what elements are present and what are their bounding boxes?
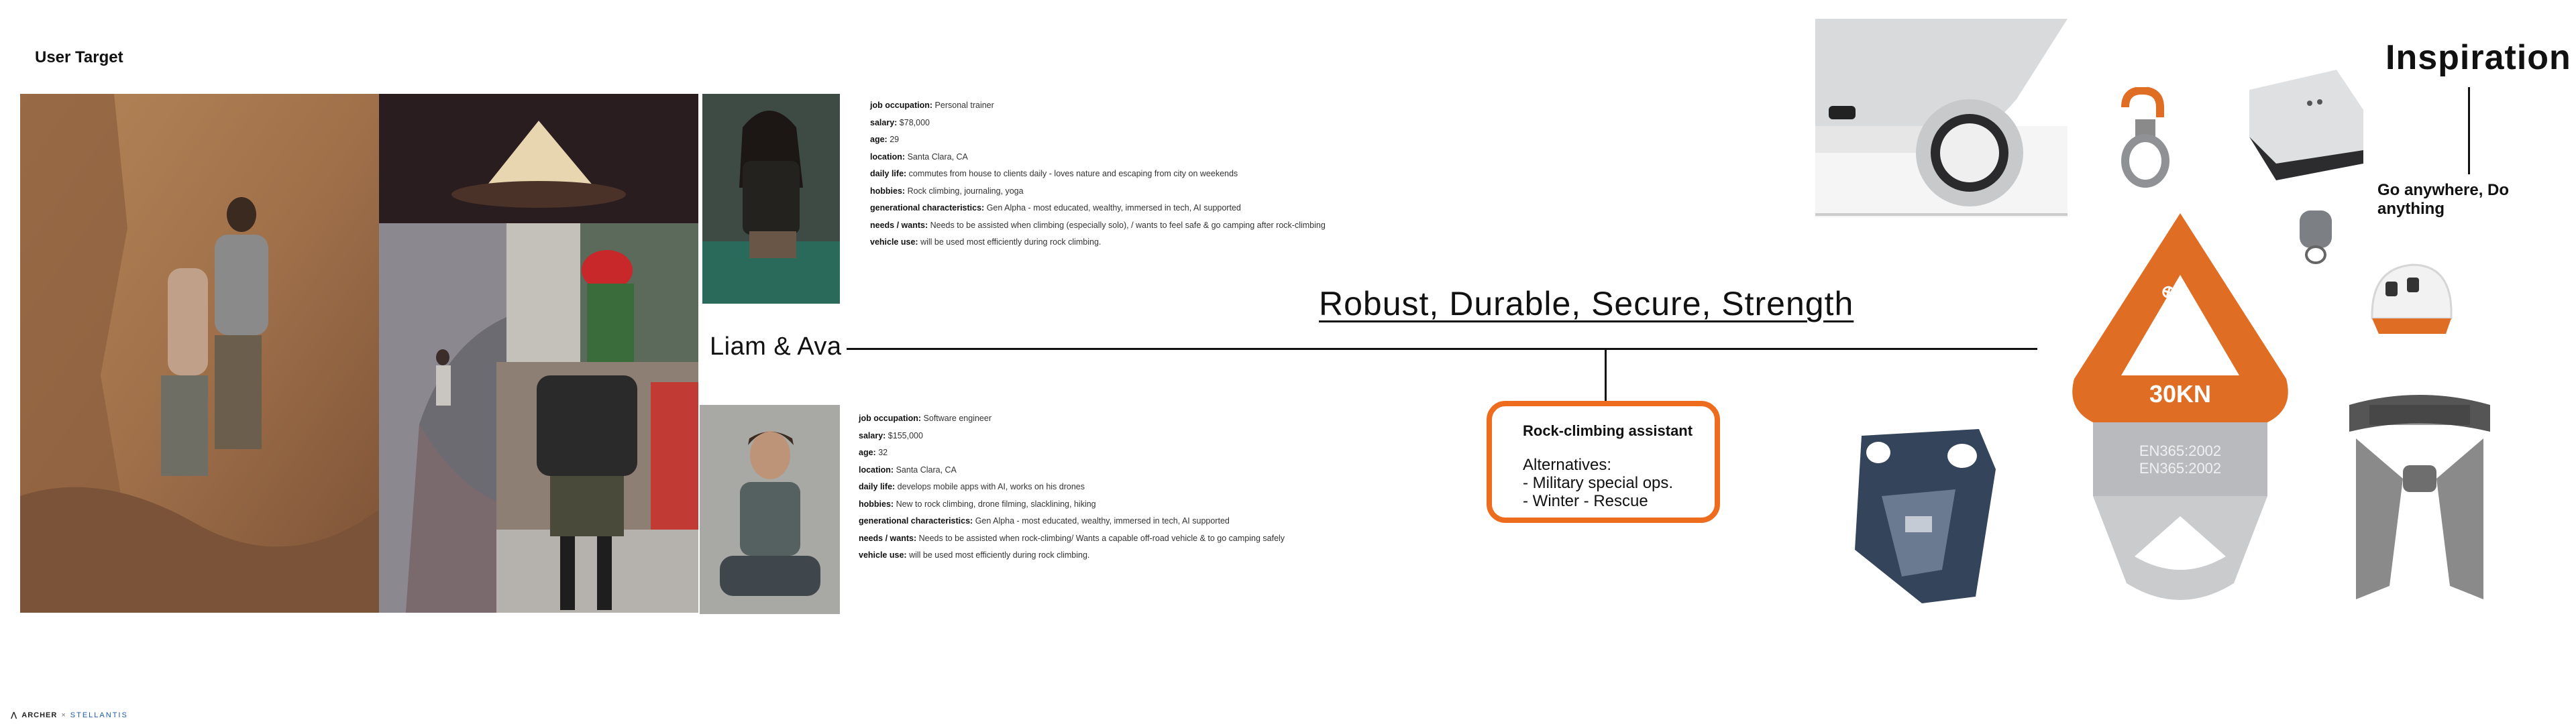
profile-row: hobbies: New to rock climbing, drone filming, slacklining, hiking: [859, 499, 1096, 509]
footer-logos: [11, 711, 128, 719]
stellantis-logo-text: STELLANTIS: [70, 711, 128, 719]
photo-portrait-liam: [700, 405, 840, 614]
swivel-rating-text: 30KN: [2149, 380, 2212, 408]
assistant-box-title: Rock-climbing assistant: [1523, 422, 1693, 439]
photo-cliff-climber: [379, 223, 506, 613]
swivel-carabiner-image: [2066, 208, 2294, 615]
swivel-hook-icon: [2098, 87, 2186, 188]
photo-rock-climbers: [20, 94, 379, 613]
section-title: User Target: [35, 48, 123, 66]
inspiration-title: Inspiration: [2385, 38, 2571, 77]
keywords-heading: Robust, Durable, Secure, Strength: [1319, 285, 1854, 322]
assistant-box: [1487, 401, 1720, 523]
profile-row: location: Santa Clara, CA: [870, 152, 968, 162]
profile-row: generational characteristics: Gen Alpha - most educated, wealthy, immersed in tech, AI supported: [859, 516, 1230, 526]
product-device-image: [1815, 19, 2068, 217]
persona-profile-liam: [859, 410, 1285, 564]
inspiration-line: [2468, 87, 2470, 174]
profile-row: age: 32: [859, 448, 888, 457]
swivel-brand-text: ⊗XINDA: [2156, 280, 2207, 351]
small-belay-device-icon: [2294, 205, 2337, 265]
connector-vertical: [1605, 349, 1607, 402]
profile-row: vehicle use: will be used most efficiently during rock climbing.: [870, 237, 1102, 247]
photo-portrait-ava: [702, 94, 840, 304]
profile-row: daily life: commutes from house to clients daily - loves nature and escaping from city on weekends: [870, 169, 1238, 178]
persona-name: Liam & Ava: [710, 333, 842, 361]
profile-row: job occupation: Personal trainer: [870, 101, 994, 110]
assistant-box-line: Alternatives:: [1523, 456, 1612, 474]
archer-logo-text: ARCHER: [21, 711, 58, 719]
assistant-box-line: - Military special ops.: [1523, 474, 1674, 492]
inspiration-tagline: Go anywhere, Do anything: [2377, 181, 2510, 218]
swivel-cert-text: EN365:2002: [2139, 442, 2222, 459]
persona-profile-ava: [870, 97, 1326, 251]
profile-row: needs / wants: Needs to be assisted when climbing (especially solo), / wants to feel safe & go camping after rock-climbing: [870, 220, 1326, 230]
profile-row: needs / wants: Needs to be assisted when rock-climbing/ Wants a capable off-road vehicle & to go camping safely: [859, 533, 1285, 543]
profile-row: generational characteristics: Gen Alpha - most educated, wealthy, immersed in tech, AI supported: [870, 203, 1241, 213]
photo-hikers-backpack: [496, 362, 698, 613]
profile-row: job occupation: Software engineer: [859, 414, 991, 423]
profile-row: vehicle use: will be used most efficiently during rock climbing.: [859, 550, 1090, 560]
belay-device-image: [1841, 416, 2002, 610]
connector-line: [847, 348, 2037, 350]
photo-tent-night: [379, 94, 698, 223]
photo-helmet-climber: [506, 223, 698, 362]
profile-row: age: 29: [870, 135, 900, 144]
climbing-helmet-icon: [2365, 255, 2457, 349]
profile-row: daily life: develops mobile apps with AI, works on his drones: [859, 482, 1085, 491]
swivel-cert-text: EN365:2002: [2139, 460, 2222, 477]
assistant-box-line: - Winter - Rescue: [1523, 492, 1648, 510]
profile-row: hobbies: Rock climbing, journaling, yoga: [870, 186, 1024, 196]
climbing-harness-image: [2336, 385, 2504, 613]
profile-row: location: Santa Clara, CA: [859, 465, 957, 475]
logo-separator: ×: [61, 711, 66, 719]
device-camera-image: [2236, 63, 2370, 182]
profile-row: salary: $78,000: [870, 117, 930, 127]
archer-logo-icon: ⋀: [11, 711, 18, 719]
profile-row: salary: $155,000: [859, 430, 923, 440]
